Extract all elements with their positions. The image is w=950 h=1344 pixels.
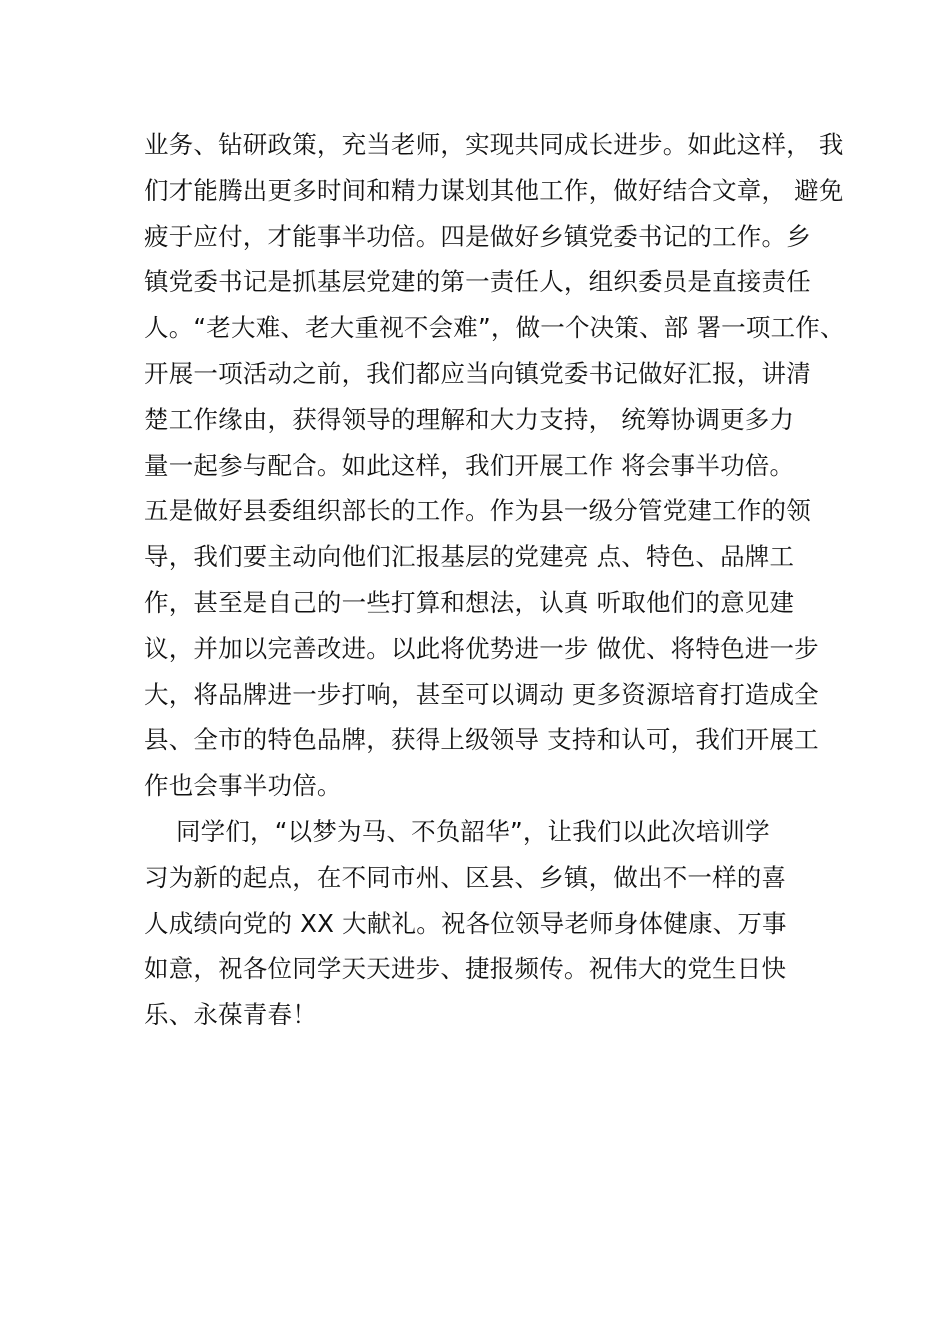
text-line: 如意，祝各位同学天天进步、捷报频传。祝伟大的党生日快 — [144, 954, 787, 984]
text-line: 量一起参与配合。如此这样，我们开展工作 将会事半功倍。 — [144, 450, 795, 480]
text-line: 楚工作缘由，获得领导的理解和大力支持， 统筹协调更多力 — [144, 404, 795, 434]
body-text — [144, 122, 844, 1038]
text-line: 同学们，“以梦为马、不负韶华”，让我们以此次培训学 — [144, 816, 770, 846]
text-line: 作，甚至是自己的一些打算和想法，认真 听取他们的意见建 — [144, 587, 795, 617]
text-line: 议，并加以完善改进。以此将优势进一步 做优、将特色进一步 — [144, 633, 819, 663]
text-line: 人。“老大难、老大重视不会难”，做一个决策、部 署一项工作、 — [144, 313, 845, 343]
text-line: 业务、钻研政策，充当老师，实现共同成长进步。如此这样， 我 — [144, 130, 844, 159]
text-line: 习为新的起点，在不同市州、区县、乡镇，做出不一样的喜 — [144, 862, 787, 892]
text-line: 乐、永葆青春！ — [144, 1000, 317, 1030]
text-line: 县、全市的特色品牌，获得上级领导 支持和认可，我们开展工 — [144, 725, 819, 755]
text-line: 镇党委书记是抓基层党建的第一责任人，组织委员是直接责任 — [144, 267, 811, 297]
text-line: 人成绩向党的 XX 大献礼。祝各位领导老师身体健康、万事 — [144, 908, 787, 938]
text-line: 开展一项活动之前，我们都应当向镇党委书记做好汇报，讲清 — [144, 358, 811, 388]
text-line: 作也会事半功倍。 — [144, 771, 342, 801]
text-line: 们才能腾出更多时间和精力谋划其他工作，做好结合文章， 避免 — [144, 175, 844, 205]
text-line: 导，我们要主动向他们汇报基层的党建亮 点、特色、品牌工 — [144, 542, 795, 572]
text-line: 疲于应付，才能事半功倍。四是做好乡镇党委书记的工作。乡 — [144, 221, 811, 251]
text-line: 大，将品牌进一步打响，甚至可以调动 更多资源培育打造成全 — [144, 679, 819, 709]
text-line: 五是做好县委组织部长的工作。作为县一级分管党建工作的领 — [144, 496, 811, 526]
